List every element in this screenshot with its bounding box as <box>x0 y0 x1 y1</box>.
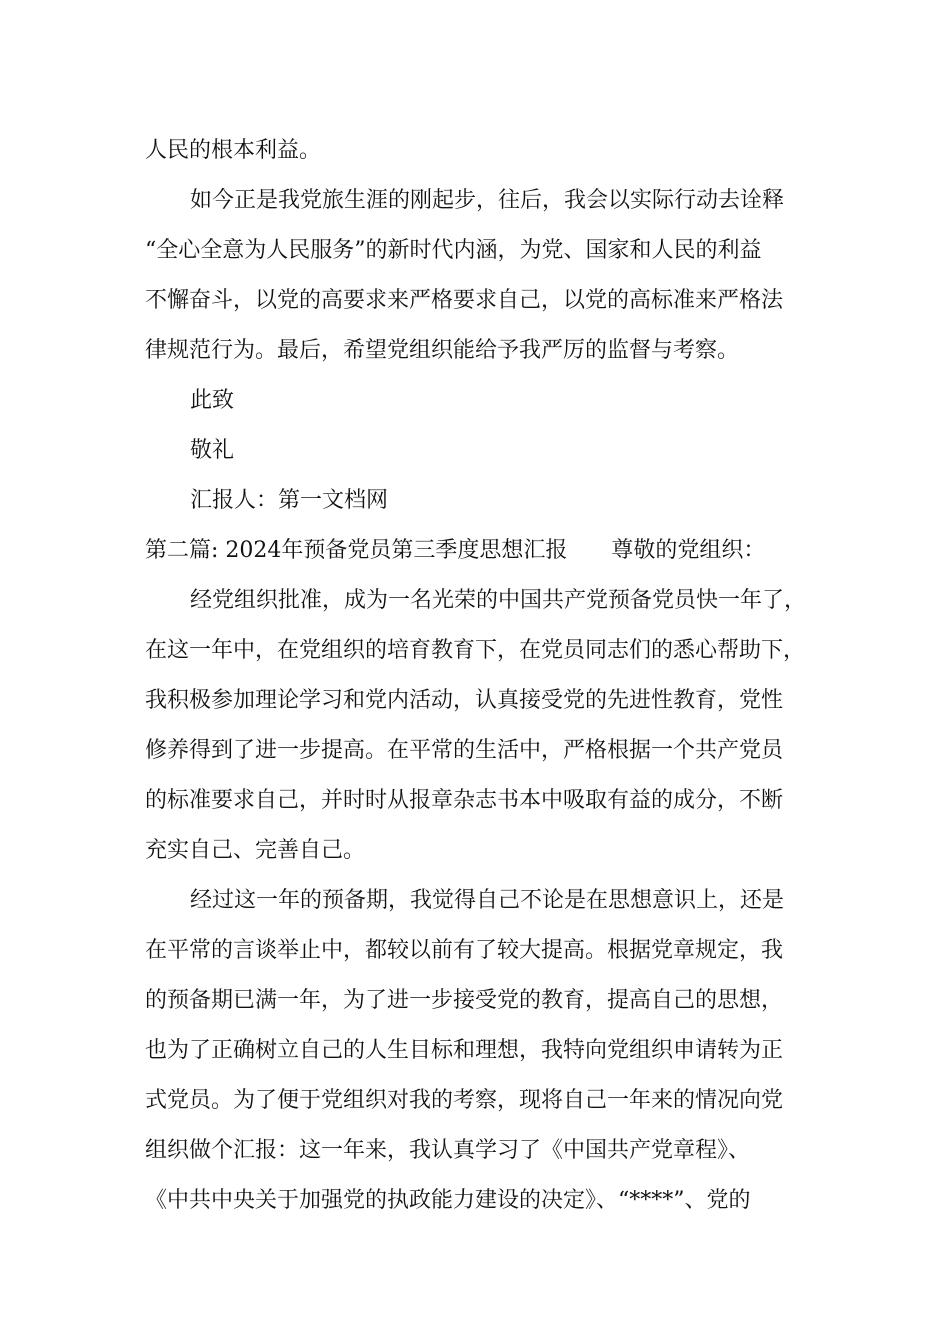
closing-line: 此致 <box>190 388 235 413</box>
closing-line: 敬礼 <box>190 438 235 463</box>
text-line: 的预备期已满一年，为了进一步接受党的教育，提高自己的思想， <box>145 988 784 1013</box>
text-line: 人民的根本利益。 <box>145 138 322 163</box>
text-line: 经过这一年的预备期，我觉得自己不论是在思想意识上，还是 <box>190 888 785 913</box>
text-line: 修养得到了进一步提高。在平常的生活中，严格根据一个共产党员 <box>145 738 784 763</box>
text-line: 如今正是我党旅生涯的刚起步，往后，我会以实际行动去诠释 <box>190 188 785 213</box>
text-line: 《中共中央关于加强党的执政能力建设的决定》、“****”、党的 <box>145 1188 751 1213</box>
text-line: 在这一年中，在党组织的培育教育下，在党员同志们的悉心帮助下， <box>145 638 806 663</box>
text-line: 律规范行为。最后，希望党组织能给予我严厉的监督与考察。 <box>145 338 740 363</box>
section-heading: 第二篇: 2024年预备党员第三季度思想汇报 <box>145 538 568 563</box>
text-line: 充实自己、完善自己。 <box>145 838 366 863</box>
text-line: 我积极参加理论学习和党内活动，认真接受党的先进性教育，党性 <box>145 688 784 713</box>
text-line: 不懈奋斗，以党的高要求来严格要求自己，以党的高标准来严格法 <box>145 288 784 313</box>
text-line: 组织做个汇报：这一年来，我认真学习了《中国共产党章程》、 <box>145 1138 751 1163</box>
signature-line: 汇报人：第一文档网 <box>190 488 389 513</box>
text-line: “全心全意为人民服务”的新时代内涵，为党、国家和人民的利益 <box>145 238 762 263</box>
text-line: 也为了正确树立自己的人生目标和理想，我特向党组织申请转为正 <box>145 1038 784 1063</box>
salutation: 尊敬的党组织： <box>611 538 766 563</box>
text-line: 在平常的言谈举止中，都较以前有了较大提高。根据党章规定，我 <box>145 938 784 963</box>
text-line: 经党组织批准，成为一名光荣的中国共产党预备党员快一年了， <box>190 588 807 613</box>
text-line: 式党员。为了便于党组织对我的考察，现将自己一年来的情况向党 <box>145 1088 784 1113</box>
section-heading-line <box>145 536 765 566</box>
text-line: 的标准要求自己，并时时从报章杂志书本中吸取有益的成分，不断 <box>145 788 784 813</box>
